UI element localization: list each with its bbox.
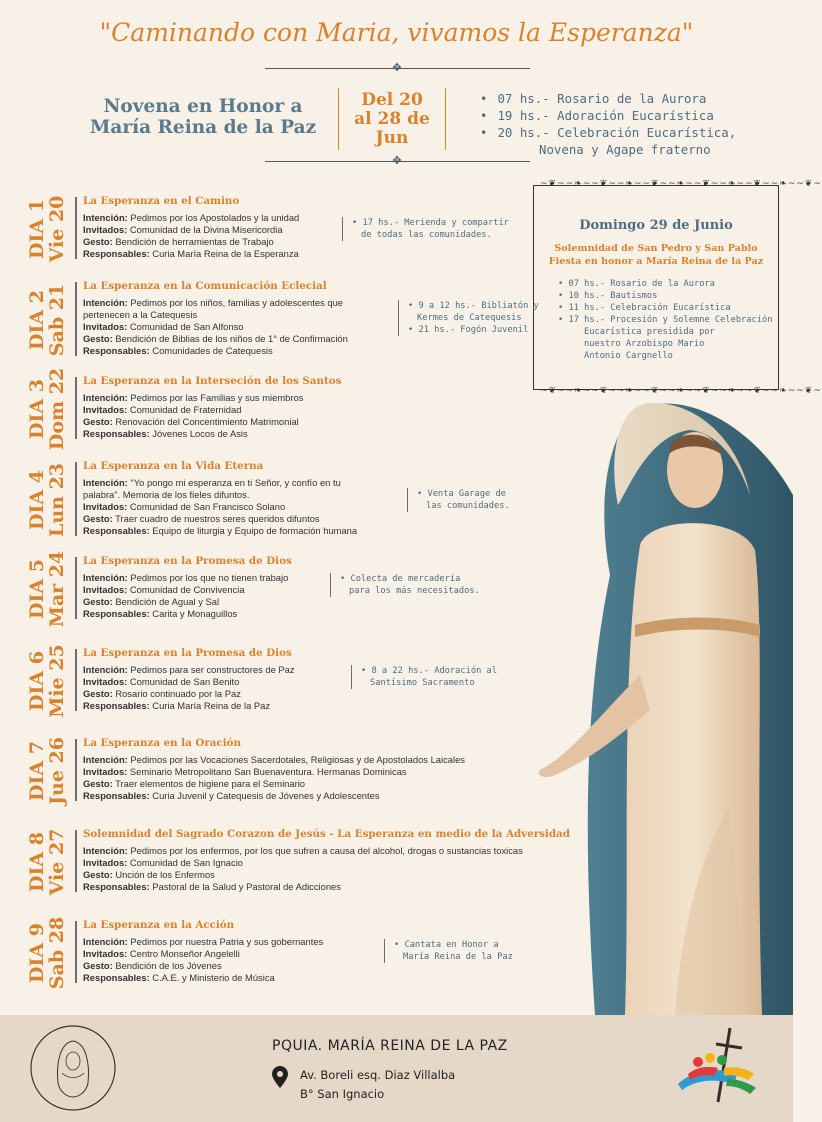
activity-line: • 8 a 22 hs.- Adoración al xyxy=(361,666,497,676)
day-detail-line xyxy=(83,881,341,893)
detail-label: Gesto: xyxy=(83,513,113,524)
day-detail-line xyxy=(83,212,299,224)
detail-value: Traer cuadro de nuestros seres queridos difuntos xyxy=(115,513,320,524)
detail-value: Comunidad de San Benito xyxy=(129,676,240,687)
day-detail-line xyxy=(83,766,407,778)
sunday-item: • 07 hs.- Rosario de la Aurora xyxy=(558,279,715,289)
day-title: La Esperanza en la Promesa de Dios xyxy=(83,555,292,567)
detail-label: Invitados: xyxy=(83,501,128,512)
detail-label: Responsables: xyxy=(83,608,150,619)
detail-label: Gesto: xyxy=(83,596,113,607)
day-divider xyxy=(75,649,77,711)
day-detail-line xyxy=(83,416,299,428)
detail-value: Comunidad de San Alfonso xyxy=(129,321,244,332)
detail-label: Invitados: xyxy=(83,584,128,595)
sunday-item: Antonio Cargnello xyxy=(584,351,673,361)
day-detail-line xyxy=(83,790,380,802)
day-detail-line xyxy=(83,778,305,790)
detail-label: Intención: xyxy=(83,212,128,223)
day-divider xyxy=(75,377,77,439)
detail-value: Centro Monseñor Angelelli xyxy=(129,948,240,959)
sunday-feast-box xyxy=(533,179,822,396)
day-number: DIA 7 xyxy=(26,741,48,801)
day-detail-line xyxy=(83,948,240,960)
day-activity-note xyxy=(330,573,480,597)
detail-label: Gesto: xyxy=(83,333,113,344)
day-detail-line xyxy=(83,608,237,620)
day-number: DIA 5 xyxy=(26,559,48,619)
sunday-schedule xyxy=(558,278,772,362)
day-detail-line xyxy=(83,664,295,676)
detail-label: Intención: xyxy=(83,845,128,856)
day-title: La Esperanza en la Oración xyxy=(83,737,241,749)
day-divider xyxy=(75,921,77,983)
day-title: La Esperanza en la Acción xyxy=(83,919,235,931)
detail-label: Responsables: xyxy=(83,881,150,892)
day-date: Sab 28 xyxy=(46,916,68,990)
novena-title-line2: María Reina de la Paz xyxy=(89,117,317,138)
detail-value: Renovación del Concentimiento Matrimonial xyxy=(115,416,299,427)
detail-value: Rosario continuado por la Paz xyxy=(115,688,241,699)
detail-value: Comunidad de San Ignacio xyxy=(129,857,243,868)
day-label xyxy=(22,916,72,990)
day-activity-note xyxy=(398,300,539,336)
dates-line1: Del 20 xyxy=(361,90,423,110)
day-number: DIA 9 xyxy=(26,923,48,983)
day-detail-line xyxy=(83,845,523,857)
detail-label: Gesto: xyxy=(83,778,113,789)
day-divider xyxy=(75,830,77,892)
day-activity-note xyxy=(351,665,497,689)
detail-label: Responsables: xyxy=(83,972,150,983)
detail-label: Responsables: xyxy=(83,248,150,259)
day-label xyxy=(22,280,72,360)
day-title: La Esperanza en la Vida Eterna xyxy=(83,460,264,472)
detail-value: Comunidad de la Divina Misericordia xyxy=(129,224,283,235)
detail-value: pertenecen a la Catequesis xyxy=(83,309,198,320)
detail-value: Pedimos por los enfermos, por los que sufren a causa del alcohol, drogas o sustancias toxicas xyxy=(130,845,523,856)
detail-label: Invitados: xyxy=(83,857,128,868)
activity-line: • 9 a 12 hs.- Bibliatón y xyxy=(408,301,539,311)
novena-title xyxy=(78,96,328,138)
dates-line2: al 28 de xyxy=(354,109,430,129)
detail-value: Curia María Reina de la Esperanza xyxy=(152,248,299,259)
detail-label: Intención: xyxy=(83,664,128,675)
virgin-mary-statue-image xyxy=(500,375,822,1015)
day-number: DIA 6 xyxy=(26,651,48,711)
day-date: Vie 20 xyxy=(46,195,68,263)
day-label xyxy=(22,550,72,628)
day-divider xyxy=(75,462,77,536)
detail-value: Pedimos por los que no tienen trabajo xyxy=(130,572,289,583)
day-detail-line xyxy=(83,525,357,537)
activity-line: Santísimo Sacramento xyxy=(370,678,475,688)
detail-value: "Yo pongo mi esperanza en ti Señor, y confío en tu xyxy=(130,477,341,488)
detail-label: Gesto: xyxy=(83,960,113,971)
detail-label: Gesto: xyxy=(83,416,113,427)
day-date: Vie 27 xyxy=(46,828,68,896)
day-detail-line xyxy=(83,688,241,700)
detail-value: Carita y Monaguillos xyxy=(152,608,238,619)
day-label xyxy=(22,737,72,805)
schedule-item: Novena y Agape fraterno xyxy=(539,142,711,157)
detail-label: Intención: xyxy=(83,392,128,403)
day-divider xyxy=(75,557,77,619)
activity-line: • 17 hs.- Merienda y compartir xyxy=(352,218,509,228)
day-detail-line xyxy=(83,236,274,248)
activity-line: Kermes de Catequesis xyxy=(417,313,522,323)
day-detail-line xyxy=(83,321,244,333)
detail-value: Pastoral de la Salud y Pastoral de Adicciones xyxy=(152,881,341,892)
detail-label: Responsables: xyxy=(83,428,150,439)
detail-label: Responsables: xyxy=(83,525,150,536)
sunday-item: Eucarística presidida por xyxy=(584,327,715,337)
day-label xyxy=(22,644,72,718)
detail-value: Bendición de Agual y Sal xyxy=(115,596,220,607)
day-label xyxy=(22,367,72,451)
detail-value: Bendición de herramientas de Trabajo xyxy=(115,236,274,247)
detail-value: Comunidad de San Francisco Solano xyxy=(129,501,286,512)
detail-label: Gesto: xyxy=(83,869,113,880)
day-detail-line xyxy=(83,477,341,489)
detail-value: C.A.E. y Ministerio de Música xyxy=(152,972,275,983)
detail-value: Curia María Reina de la Paz xyxy=(152,700,271,711)
sunday-subtitle xyxy=(534,242,778,268)
day-detail-line xyxy=(83,309,197,321)
day-detail-line xyxy=(83,936,323,948)
detail-value: palabra". Memoria de los fieles difuntos. xyxy=(83,489,250,500)
day-detail-line xyxy=(83,224,283,236)
detail-value: Seminario Metropolitano San Buenaventura. Hermanas Dominicas xyxy=(129,766,407,777)
detail-label: Intención: xyxy=(83,936,128,947)
detail-label: Gesto: xyxy=(83,688,113,699)
day-detail-line xyxy=(83,489,249,501)
day-activity-note xyxy=(407,488,510,512)
detail-label: Responsables: xyxy=(83,345,150,356)
activity-line: • Cantata en Honor a xyxy=(394,940,499,950)
day-detail-line xyxy=(83,869,215,881)
activity-line: • Colecta de mercadería xyxy=(340,574,461,584)
novena-dates xyxy=(338,88,446,150)
detail-value: Pedimos por las Vocaciones Sacerdotales, Religiosas y de Apostolados Laicales xyxy=(130,754,465,765)
day-title: Solemnidad del Sagrado Corazon de Jesús - La Esperanza en medio de la Adversidad xyxy=(83,828,570,840)
day-divider xyxy=(75,739,77,801)
schedule-item: • 07 hs.- Rosario de la Aurora xyxy=(480,91,707,106)
day-detail-line xyxy=(83,404,241,416)
parish-seal-icon xyxy=(28,1023,118,1113)
day-activity-note xyxy=(384,939,513,963)
cross-ornament-icon: ✥ xyxy=(392,154,402,167)
detail-value: Pedimos por las Familias y sus miembros xyxy=(130,392,304,403)
day-detail-line xyxy=(83,972,275,984)
detail-label: Invitados: xyxy=(83,321,128,332)
activity-line: • Venta Garage de xyxy=(417,489,506,499)
sunday-subtitle-line2: Fiesta en honor a María Reina de la Paz xyxy=(548,256,764,267)
day-title: La Esperanza en la Comunicación Eclecial xyxy=(83,280,327,292)
day-detail-line xyxy=(83,333,348,345)
day-title: La Esperanza en el Camino xyxy=(83,195,240,207)
vine-border-icon: ~❦~~❧~~❦~~❧~~❦~~❧~~❦~~❧~~❦~~❧~~❦~ xyxy=(540,179,822,189)
schedule-item: • 19 hs.- Adoración Eucarística xyxy=(480,108,714,123)
detail-value: Pedimos por nuestra Patria y sus gobernantes xyxy=(130,936,324,947)
day-number: DIA 2 xyxy=(26,290,48,350)
day-detail-line xyxy=(83,572,288,584)
detail-label: Responsables: xyxy=(83,700,150,711)
day-detail-line xyxy=(83,596,219,608)
detail-value: Equipo de liturgia y Equipo de formación humana xyxy=(152,525,358,536)
activity-line: las comunidades. xyxy=(426,501,510,511)
parish-name: PQUIA. MARÍA REINA DE LA PAZ xyxy=(272,1038,508,1054)
day-detail-line xyxy=(83,248,299,260)
day-date: Lun 23 xyxy=(46,462,68,538)
location-pin-icon xyxy=(272,1066,288,1088)
detail-label: Invitados: xyxy=(83,404,128,415)
day-date: Jue 26 xyxy=(46,737,68,805)
day-detail-line xyxy=(83,584,245,596)
activity-line: María Reina de la Paz xyxy=(403,952,513,962)
detail-label: Intención: xyxy=(83,754,128,765)
detail-value: Pedimos por los niños, familias y adolescentes que xyxy=(130,297,344,308)
day-detail-line xyxy=(83,857,243,869)
daily-schedule xyxy=(480,90,780,158)
day-detail-line xyxy=(83,345,273,357)
sunday-subtitle-line1: Solemnidad de San Pedro y San Pablo xyxy=(554,243,758,254)
day-divider xyxy=(75,282,77,356)
detail-value: Comunidades de Catequesis xyxy=(152,345,273,356)
activity-line: de todas las comunidades. xyxy=(361,230,492,240)
day-date: Mar 24 xyxy=(46,550,68,628)
day-label xyxy=(22,195,72,263)
schedule-item: • 20 hs.- Celebración Eucarística, xyxy=(480,125,737,140)
day-detail-line xyxy=(83,960,222,972)
day-detail-line xyxy=(83,676,239,688)
jubilee-logo-icon xyxy=(668,1022,768,1118)
day-number: DIA 1 xyxy=(26,199,48,259)
novena-title-line1: Novena en Honor a xyxy=(103,96,303,117)
detail-label: Invitados: xyxy=(83,948,128,959)
sunday-title: Domingo 29 de Junio xyxy=(579,218,733,233)
day-title: La Esperanza en la Promesa de Dios xyxy=(83,647,292,659)
detail-value: Curia Juvenil y Catequesis de Jóvenes y Adolescentes xyxy=(152,790,380,801)
day-activity-note xyxy=(342,217,509,241)
day-detail-line xyxy=(83,754,465,766)
day-date: Sab 21 xyxy=(46,283,68,357)
detail-label: Intención: xyxy=(83,297,128,308)
day-number: DIA 3 xyxy=(26,379,48,439)
day-detail-line xyxy=(83,392,303,404)
detail-value: Unción de los Enfermos xyxy=(115,869,215,880)
detail-value: Bendición de Biblias de los niños de 1° de Confirmación xyxy=(115,333,348,344)
day-divider xyxy=(75,197,77,259)
detail-value: Comunidad de Fraternidad xyxy=(129,404,242,415)
vine-border-icon: ~❦~~❧~~❦~~❧~~❦~~❧~~❦~~❧~~❦~~❧~~❦~ xyxy=(540,386,822,396)
day-number: DIA 4 xyxy=(26,470,48,530)
detail-value: Jóvenes Locos de Asis xyxy=(152,428,248,439)
detail-label: Intención: xyxy=(83,572,128,583)
detail-label: Invitados: xyxy=(83,766,128,777)
activity-line: para los más necesitados. xyxy=(349,586,480,596)
day-label xyxy=(22,460,72,540)
sunday-item: nuestro Arzobispo Mario xyxy=(584,339,705,349)
detail-value: Pedimos para ser constructores de Paz xyxy=(130,664,295,675)
sunday-item: • 17 hs.- Procesión y Solemne Celebración xyxy=(558,315,773,325)
day-detail-line xyxy=(83,700,270,712)
day-title: La Esperanza en la Interseción de los Santos xyxy=(83,375,342,387)
day-date: Dom 22 xyxy=(46,367,68,451)
day-date: Mie 25 xyxy=(46,644,68,718)
detail-value: Bendición de los Jóvenes xyxy=(115,960,222,971)
detail-label: Intención: xyxy=(83,477,128,488)
sunday-item: • 11 hs.- Celebración Eucarística xyxy=(558,303,731,313)
day-number: DIA 8 xyxy=(26,832,48,892)
day-label xyxy=(22,828,72,896)
parish-address xyxy=(300,1066,455,1104)
detail-value: Traer elementos de higiene para el Seminario xyxy=(115,778,306,789)
detail-label: Invitados: xyxy=(83,224,128,235)
detail-value: Comunidad de Convivencia xyxy=(129,584,245,595)
activity-line: • 21 hs.- Fogón Juvenil xyxy=(408,325,529,335)
dates-line3: Jun xyxy=(375,128,409,148)
day-detail-line xyxy=(83,513,320,525)
day-detail-line xyxy=(83,297,343,309)
address-line1: Av. Boreli esq. Diaz Villalba xyxy=(300,1068,456,1082)
detail-value: Pedimos por los Apostolados y la unidad xyxy=(130,212,300,223)
day-detail-line xyxy=(83,428,248,440)
detail-label: Responsables: xyxy=(83,790,150,801)
detail-label: Invitados: xyxy=(83,676,128,687)
motto-heading: "Caminando con Maria, vivamos la Esperanza" xyxy=(99,18,694,47)
sunday-item: • 10 hs.- Bautismos xyxy=(558,291,658,301)
cross-ornament-icon: ✥ xyxy=(392,61,402,74)
detail-label: Gesto: xyxy=(83,236,113,247)
address-line2: B° San Ignacio xyxy=(300,1087,385,1101)
day-detail-line xyxy=(83,501,285,513)
